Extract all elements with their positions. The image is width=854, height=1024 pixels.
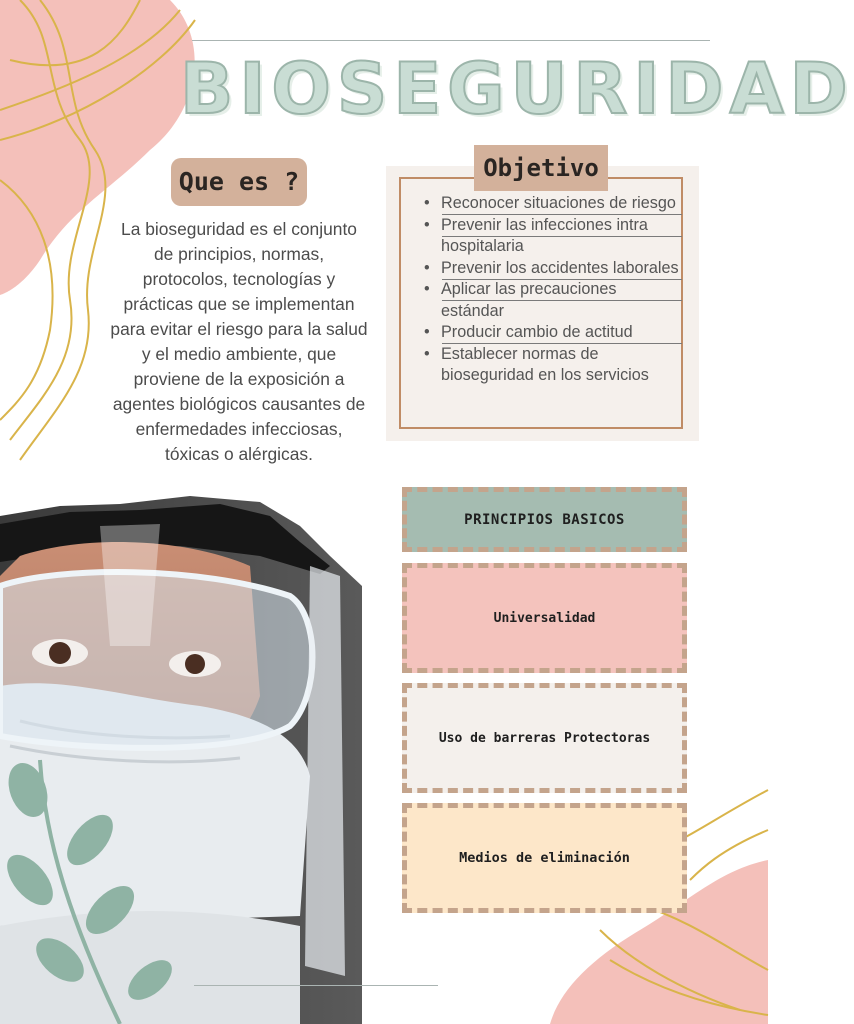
list-item xyxy=(412,193,682,215)
top-divider xyxy=(192,40,710,41)
plant-decoration xyxy=(0,760,180,1024)
underline xyxy=(442,236,682,237)
principio-card-eliminacion xyxy=(402,803,687,913)
objetivo-list xyxy=(412,193,682,387)
list-item-text: Establecer normas de bioseguridad en los servicios xyxy=(441,344,649,384)
list-item xyxy=(412,258,682,280)
definition-text: La bioseguridad es el conjunto de principios, normas, protocolos, tecnologías y prácticas que se implementan para evitar el riesgo para la salud y el medio ambiente, que proviene de la exposición a agentes biológicos causantes de enfermedades infecciosas, tóxicas o alérgicas. xyxy=(110,219,368,464)
page-title: BIOSEGURIDAD xyxy=(180,48,854,130)
que-es-heading: Que es ? xyxy=(171,158,307,206)
principios-heading-text: PRINCIPIOS BASICOS xyxy=(464,511,625,528)
list-item xyxy=(412,322,682,344)
list-item-text: Aplicar las precauciones estándar xyxy=(441,280,617,320)
bottom-divider xyxy=(194,985,438,986)
list-item-text: Reconocer situaciones de riesgo xyxy=(441,194,676,212)
list-item xyxy=(412,344,682,387)
list-item-text: Producir cambio de actitud xyxy=(441,323,633,341)
principios-heading xyxy=(402,487,687,552)
list-item-text: Prevenir las infecciones intra hospitalaria xyxy=(441,215,648,255)
underline xyxy=(442,300,682,301)
principio-card-barreras xyxy=(402,683,687,793)
principio-label: Medios de eliminación xyxy=(459,850,630,866)
list-item xyxy=(412,215,682,258)
list-item xyxy=(412,279,682,322)
principio-label: Uso de barreras Protectoras xyxy=(438,730,651,746)
objetivo-heading: Objetivo xyxy=(474,145,608,191)
principio-label: Universalidad xyxy=(493,610,596,626)
list-item-text: Prevenir los accidentes laborales xyxy=(441,258,679,277)
principio-card-universalidad xyxy=(402,563,687,673)
